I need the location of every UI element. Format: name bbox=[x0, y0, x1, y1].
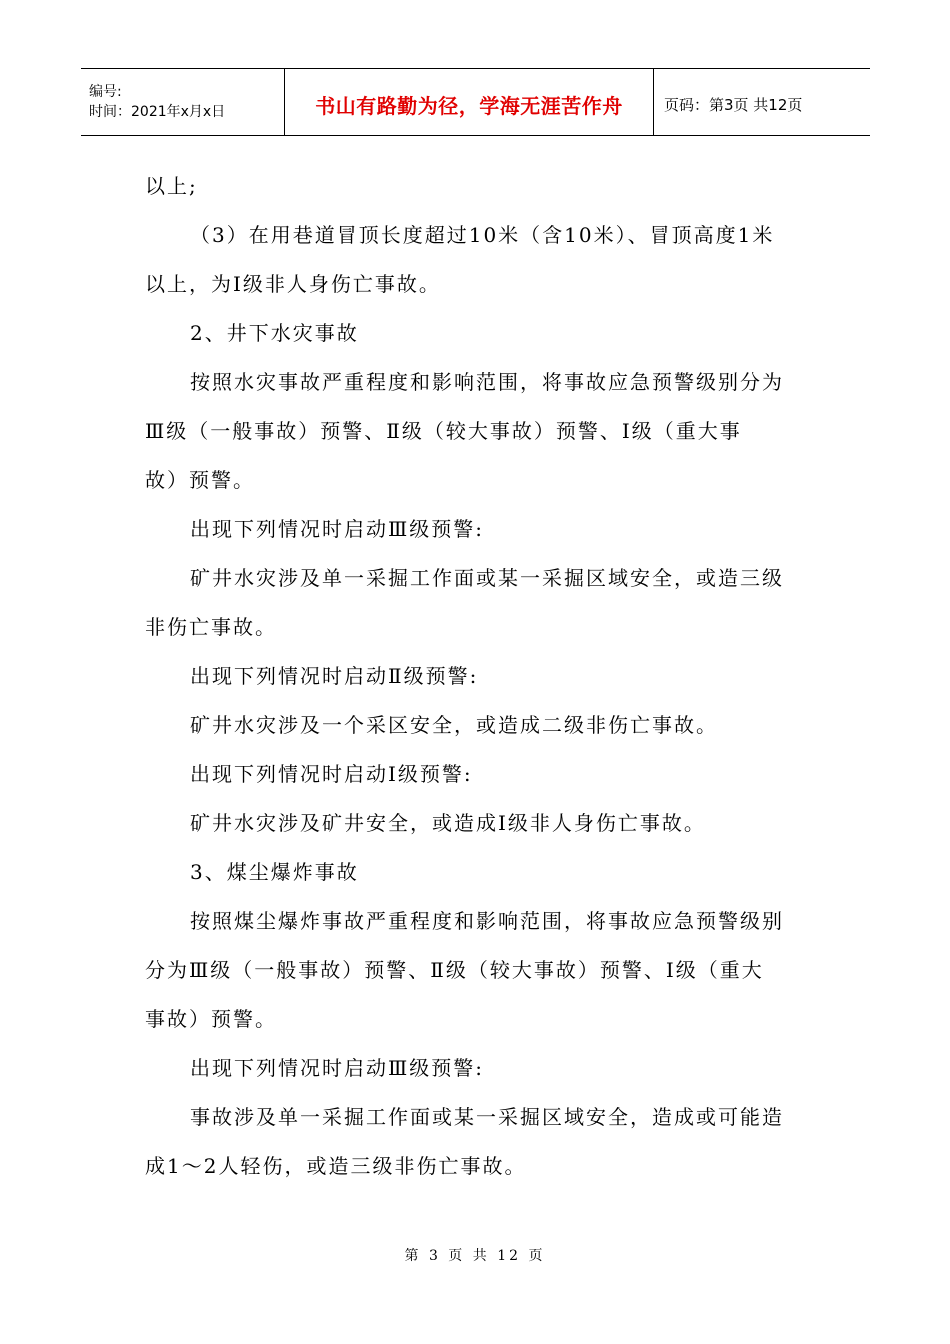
header-right-cell bbox=[654, 69, 870, 135]
paragraph-line: 矿井水灾涉及一个采区安全，或造成二级非伤亡事故。 bbox=[190, 713, 718, 737]
paragraph-line: 故）预警。 bbox=[145, 468, 255, 492]
paragraph-line: 3、煤尘爆炸事故 bbox=[190, 860, 359, 884]
paragraph-line: 按照水灾事故严重程度和影响范围，将事故应急预警级别分为 bbox=[190, 370, 784, 394]
document-number-label: 编号: bbox=[89, 84, 122, 100]
paragraph-line: 事故）预警。 bbox=[145, 1007, 277, 1031]
paragraph-line: 分为Ⅲ级（一般事故）预警、Ⅱ级（较大事故）预警、Ⅰ级（重大 bbox=[145, 958, 764, 982]
paragraph-line: 出现下列情况时启动Ⅲ级预警: bbox=[190, 517, 485, 541]
paragraph-line: 出现下列情况时启动Ⅱ级预警: bbox=[190, 664, 479, 688]
header-motto: 书山有路勤为径，学海无涯苦作舟 bbox=[315, 93, 623, 118]
paragraph-line: 出现下列情况时启动Ⅰ级预警: bbox=[190, 762, 473, 786]
document-time-label: 时间：2021年x月x日 bbox=[89, 104, 226, 120]
paragraph-line: 矿井水灾涉及矿井安全，或造成Ⅰ级非人身伤亡事故。 bbox=[190, 811, 706, 835]
paragraph-line: 2、井下水灾事故 bbox=[190, 321, 359, 345]
paragraph-line: 按照煤尘爆炸事故严重程度和影响范围，将事故应急预警级别 bbox=[190, 909, 784, 933]
paragraph-line: 事故涉及单一采掘工作面或某一采掘区域安全，造成或可能造 bbox=[190, 1105, 784, 1129]
header-left-cell bbox=[81, 69, 284, 135]
header-motto-cell bbox=[284, 69, 654, 135]
document-body bbox=[145, 162, 810, 1191]
paragraph-line: 成1～2人轻伤，或造三级非伤亡事故。 bbox=[145, 1154, 527, 1178]
paragraph-line: 非伤亡事故。 bbox=[145, 615, 277, 639]
paragraph-line: （3）在用巷道冒顶长度超过10米（含10米）、冒顶高度1米 bbox=[190, 223, 775, 247]
footer-page-number: 第 3 页 共 12 页 bbox=[404, 1248, 546, 1264]
page-header bbox=[81, 68, 870, 136]
paragraph-line: 以上，为Ⅰ级非人身伤亡事故。 bbox=[145, 272, 441, 296]
header-page-indicator: 页码：第3页 共12页 bbox=[664, 95, 803, 114]
page-footer bbox=[0, 1245, 950, 1265]
paragraph-line: Ⅲ级（一般事故）预警、Ⅱ级（较大事故）预警、Ⅰ级（重大事 bbox=[145, 419, 742, 443]
paragraph-line: 出现下列情况时启动Ⅲ级预警: bbox=[190, 1056, 485, 1080]
paragraph-line: 矿井水灾涉及单一采掘工作面或某一采掘区域安全，或造三级 bbox=[190, 566, 784, 590]
paragraph-line: 以上; bbox=[145, 174, 198, 198]
